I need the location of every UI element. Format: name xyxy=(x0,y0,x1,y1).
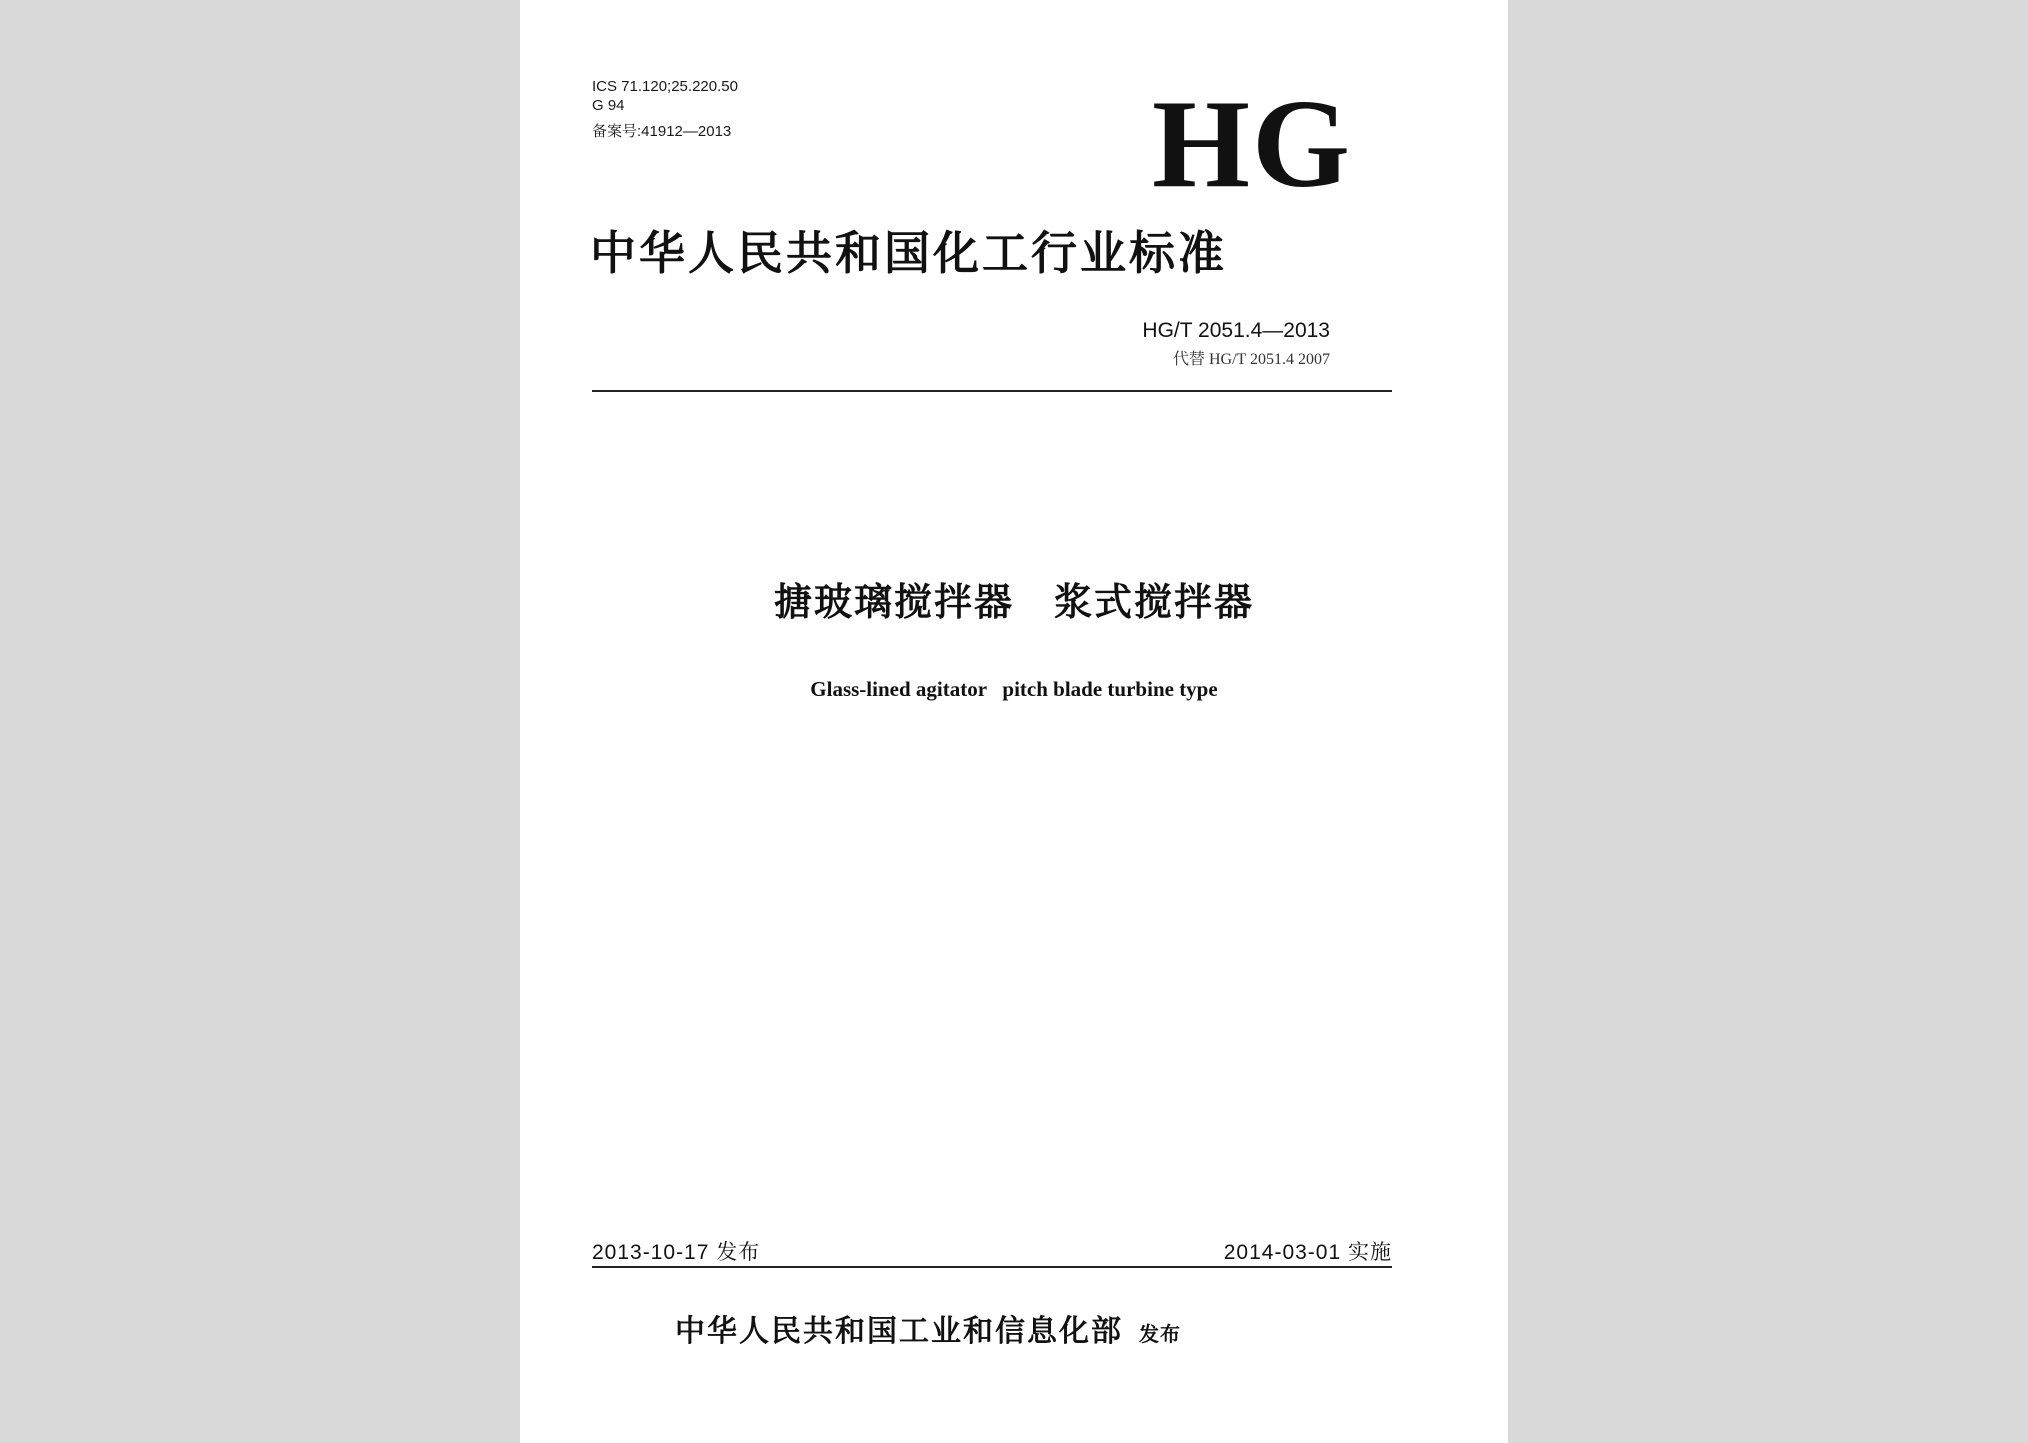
ics-code: ICS 71.120;25.220.50 xyxy=(592,78,738,95)
document-title-english: Glass-lined agitator pitch blade turbine type xyxy=(810,677,1218,701)
issue-date: 2013-10-17 发布 xyxy=(592,1241,761,1264)
issuer-suffix: 发布 xyxy=(1139,1322,1181,1346)
document-page xyxy=(520,0,1508,1443)
issuer-name: 中华人民共和国工业和信息化部 xyxy=(675,1314,1123,1349)
hg-logo: HG xyxy=(1152,75,1353,214)
footer-divider xyxy=(592,1266,1392,1268)
classification-code: G 94 xyxy=(592,97,625,114)
standard-number: HG/T 2051.4—2013 xyxy=(1142,319,1330,342)
document-title-chinese: 搪玻璃搅拌器 浆式搅拌器 xyxy=(773,580,1254,624)
record-number: 备案号:41912—2013 xyxy=(592,123,732,140)
issuing-authority xyxy=(675,1312,1181,1354)
replaces-standard: 代替 HG/T 2051.4 2007 xyxy=(1172,351,1330,368)
effective-date: 2014-03-01 实施 xyxy=(1223,1241,1392,1264)
header-divider xyxy=(592,390,1392,392)
standard-title: 中华人民共和国化工行业标准 xyxy=(590,226,1227,280)
